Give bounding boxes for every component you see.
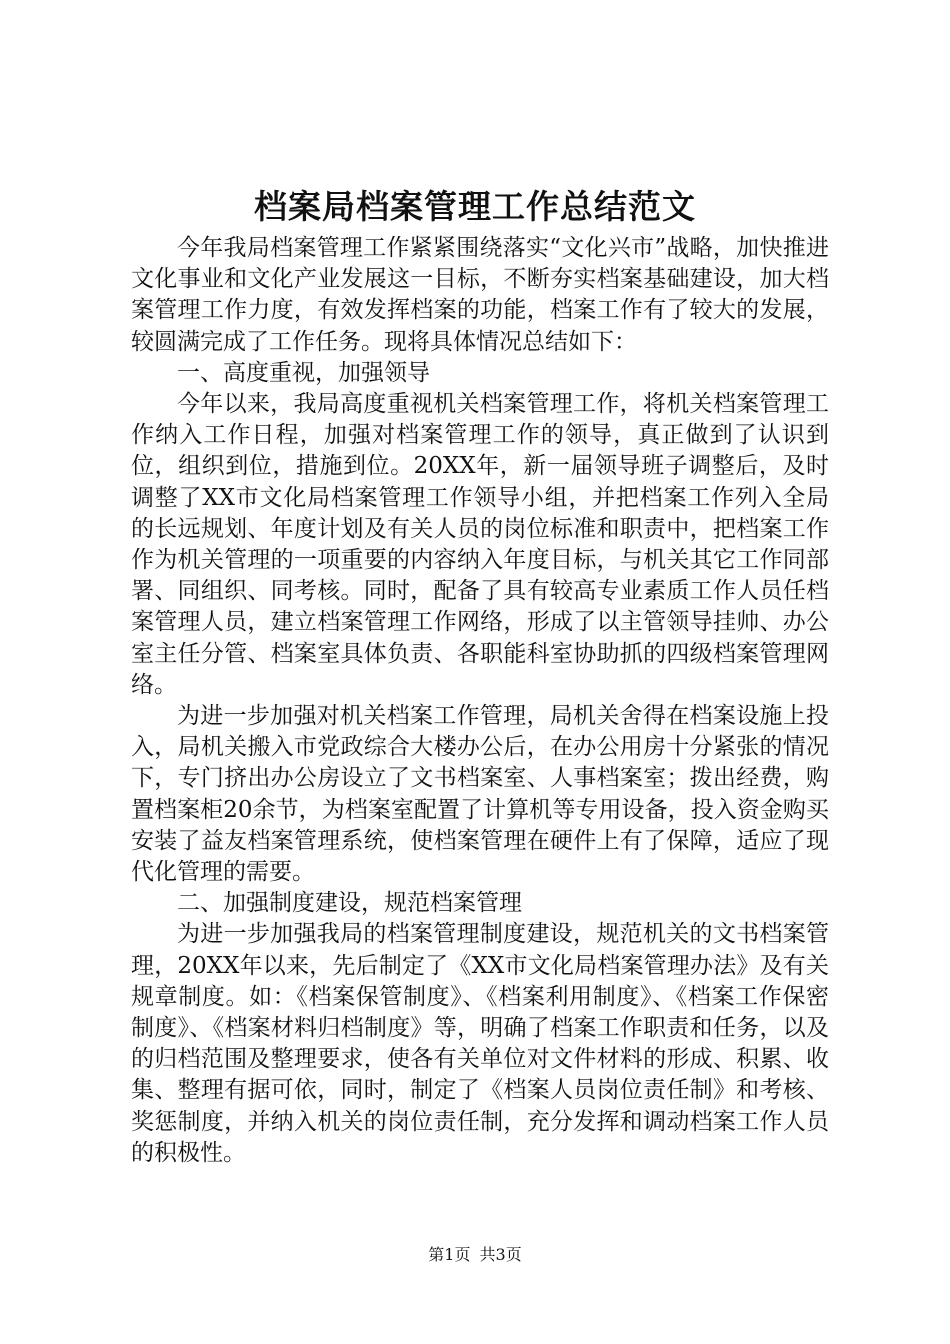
paragraph-facilities: 为进一步加强对机关档案工作管理，局机关舍得在档案设施上投入，局机关搬入市党政综合大楼办公后，在办公用房十分紧张的情况下，专门挤出办公房设立了文书档案室、人事档案室；拨出经费，购置档案柜20余节，为档案室配置了计算机等专用设备，投入资金购买安装了益友档案管理系统，使档案管理在硬件上有了保障，适应了现代化管理的需要。 [131, 703, 829, 886]
paragraph-system: 为进一步加强我局的档案管理制度建设，规范机关的文书档案管理，20XX年以来，先后制定了《XX市文化局档案管理办法》及有关规章制度。如：《档案保管制度》、《档案利用制度》、《档案工作保密制度》、《档案材料归档制度》等，明确了档案工作职责和任务，以及的归档范围及整理要求，使各有关单位对文件材料的形成、积累、收集、整理有据可依，同时，制定了《档案人员岗位责任制》和考核、奖惩制度，并纳入机关的岗位责任制，充分发挥和调动档案工作人员的积极性。 [131, 921, 829, 1166]
page-total: 共3页 [479, 1245, 522, 1264]
section-heading-1: 一、高度重视，加强领导 [177, 359, 430, 386]
paragraph-leadership: 今年以来，我局高度重视机关档案管理工作，将机关档案管理工作纳入工作日程，加强对档案管理工作的领导，真正做到了认识到位，组织到位，措施到位。20XX年，新一届领导班子调整后，及时调整了XX市文化局档案管理工作领导小组，并把档案工作列入全局的长远规划、年度计划及有关人员的岗位标准和职责中，把档案工作作为机关管理的一项重要的内容纳入年度目标，与机关其它工作同部署、同组织、同考核。同时，配备了具有较高专业素质工作人员任档案管理人员，建立档案管理工作网络，形成了以主管领导挂帅、办公室主任分管、档案室具体负责、各职能科室协助抓的四级档案管理网络。 [131, 391, 829, 698]
document-title: 档案局档案管理工作总结范文 [254, 187, 696, 226]
page-number: 第1页 [428, 1245, 471, 1264]
document-body [131, 233, 829, 1169]
section-heading-2: 二、加强制度建设，规范档案管理 [177, 890, 522, 917]
paragraph-intro: 今年我局档案管理工作紧紧围绕落实“文化兴市”战略，加快推进文化事业和文化产业发展这一目标，不断夯实档案基础建设，加大档案管理工作力度，有效发挥档案的功能，档案工作有了较大的发展，较圆满完成了工作任务。现将具体情况总结如下： [131, 235, 829, 355]
page-footer [0, 1244, 950, 1266]
